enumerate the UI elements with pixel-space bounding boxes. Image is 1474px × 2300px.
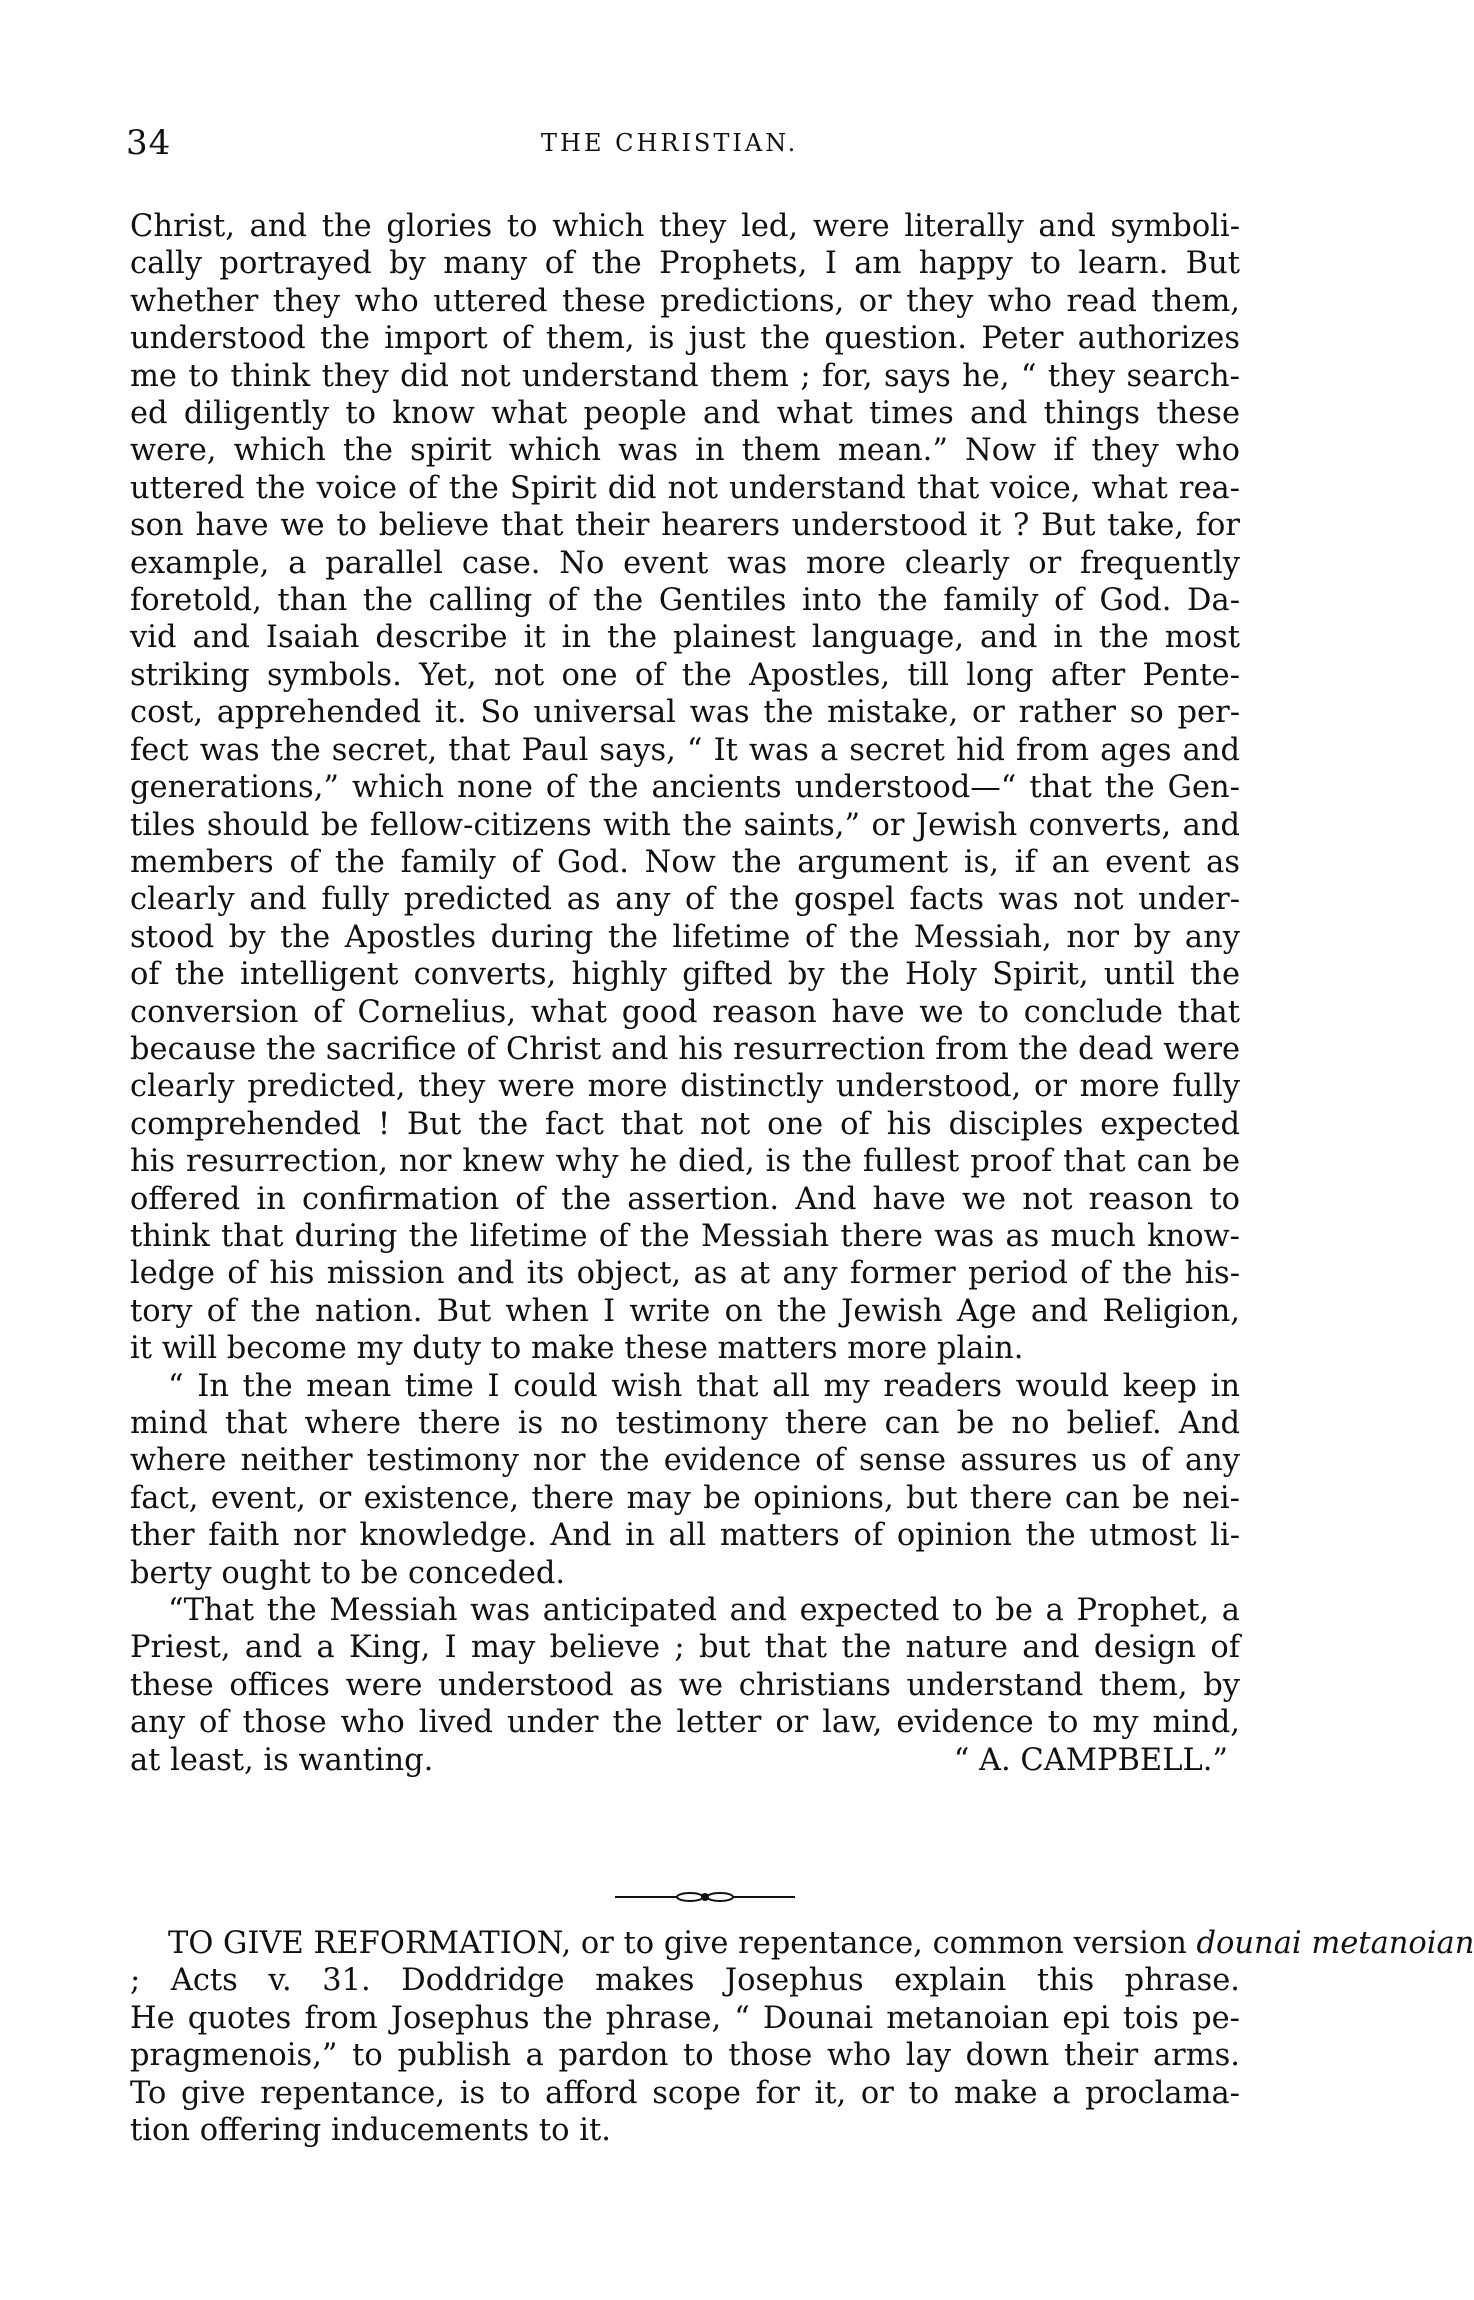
text-line: understood the import of them, is just the question. Peter authorizes [130, 321, 1240, 357]
text-line: uttered the voice of the Spirit did not understand that voice, what rea- [130, 470, 1240, 506]
running-head [126, 118, 1266, 168]
text-line: it will become my duty to make these matters more plain. [130, 1331, 1024, 1367]
text-line: of the intelligent converts, highly gifted by the Holy Spirit, until the [130, 957, 1240, 993]
signature: “ A. CAMPBELL.” [953, 1742, 1228, 1778]
text-line: think that during the lifetime of the Messiah there was as much know- [130, 1218, 1240, 1254]
text-line: were, which the spirit which was in them mean.” Now if they who [130, 433, 1240, 469]
text-line: any of those who lived under the letter or law, evidence to my mind, [130, 1705, 1240, 1741]
text-line: cally portrayed by many of the Prophets, I am happy to learn. But [130, 246, 1240, 282]
text-line: clearly predicted, they were more distinctly understood, or more fully [130, 1069, 1240, 1105]
text-line: mind that where there is no testimony there can be no belief. And [130, 1406, 1240, 1441]
text-line: stood by the Apostles during the lifetime of the Messiah, nor by any [130, 919, 1240, 955]
text-line: conversion of Cornelius, what good reason have we to conclude that [130, 994, 1240, 1030]
text-line: son have we to believe that their hearers understood it ? But take, for [130, 508, 1240, 544]
text-line: because the sacrifice of Christ and his resurrection from the dead were [130, 1031, 1240, 1067]
letter-text [130, 208, 1240, 1779]
paragraph-1 [130, 208, 1240, 1368]
page-number: 34 [126, 123, 172, 163]
text-line: Christ, and the glories to which they led, were literally and symboli- [130, 209, 1240, 244]
text-line: striking symbols. Yet, not one of the Apostles, till long after Pente- [130, 657, 1240, 693]
text-line: these offices were understood as we christians understand them, by [130, 1667, 1240, 1703]
text-line: tion offering inducements to it. [130, 2113, 611, 2149]
text-line: tiles should be fellow-citizens with the saints,” or Jewish converts, and [130, 807, 1240, 843]
text-line: cost, apprehended it. So universal was the mistake, or rather so per- [130, 695, 1240, 731]
text-line: He quotes from Josephus the phrase, “ Dounai metanoian epi tois pe- [130, 2000, 1240, 2036]
text-line: Priest, and a King, I may believe ; but that the nature and design of [130, 1630, 1240, 1666]
divider-ornament-icon [615, 1890, 795, 1904]
reformation-note [130, 1925, 1474, 2149]
running-title: THE CHRISTIAN. [541, 129, 799, 157]
paragraph-3 [130, 1592, 1240, 1779]
paragraph-2 [130, 1368, 1240, 1592]
text-line: foretold, than the calling of the Gentiles into the family of God. Da- [130, 583, 1240, 619]
greek-phrase: dounai metanoian [1196, 1926, 1474, 1961]
text-line: pragmenois,” to publish a pardon to those who lay down their arms. [130, 2038, 1240, 2074]
text-line: me to think they did not understand them ; for, says he, “ they search- [130, 358, 1240, 394]
text-line: at least, is wanting. [130, 1742, 434, 1778]
text-line: members of the family of God. Now the argument is, if an event as [130, 844, 1240, 880]
text-line [130, 1925, 1474, 1962]
text-span: or to give repentance, common version [571, 1926, 1197, 1961]
text-line: where neither testimony nor the evidence of sense assures us of any [130, 1443, 1240, 1479]
text-line: ther faith nor knowledge. And in all matters of opinion the utmost li- [130, 1518, 1240, 1554]
text-line: fect was the secret, that Paul says, “ It was a secret hid from ages and [130, 732, 1240, 768]
text-line: generations,” which none of the ancients understood—“ that the Gen- [130, 770, 1240, 806]
text-line: “That the Messiah was anticipated and expected to be a Prophet, a [168, 1593, 1240, 1629]
text-line: his resurrection, nor knew why he died, is the fullest proof that can be [130, 1144, 1240, 1180]
text-line: berty ought to be conceded. [130, 1555, 566, 1591]
text-line: “ In the mean time I could wish that all my readers would keep in [168, 1368, 1240, 1404]
text-line: clearly and fully predicted as any of the gospel facts was not under- [130, 882, 1240, 918]
closing-line [130, 1742, 1240, 1779]
text-line: vid and Isaiah describe it in the plainest language, and in the most [130, 620, 1240, 656]
lead-in: TO GIVE REFORMATION, [168, 1926, 572, 1961]
text-line: ledge of his mission and its object, as at any former period of the his- [130, 1256, 1240, 1292]
text-line: offered in confirmation of the assertion. And have we not reason to [130, 1181, 1240, 1217]
text-line: ed diligently to know what people and what times and things these [130, 396, 1240, 432]
text-line: fact, event, or existence, there may be opinions, but there can be nei- [130, 1480, 1240, 1516]
text-line: whether they who uttered these predictions, or they who read them, [130, 283, 1240, 319]
text-line: ; Acts v. 31. Doddridge makes Josephus explain this phrase. [130, 1963, 1240, 1999]
text-line: tory of the nation. But when I write on the Jewish Age and Religion, [130, 1293, 1240, 1329]
text-line: To give repentance, is to afford scope for it, or to make a proclama- [130, 2075, 1240, 2111]
text-line: example, a parallel case. No event was more clearly or frequently [130, 545, 1240, 581]
text-line: comprehended ! But the fact that not one of his disciples expected [130, 1106, 1240, 1142]
